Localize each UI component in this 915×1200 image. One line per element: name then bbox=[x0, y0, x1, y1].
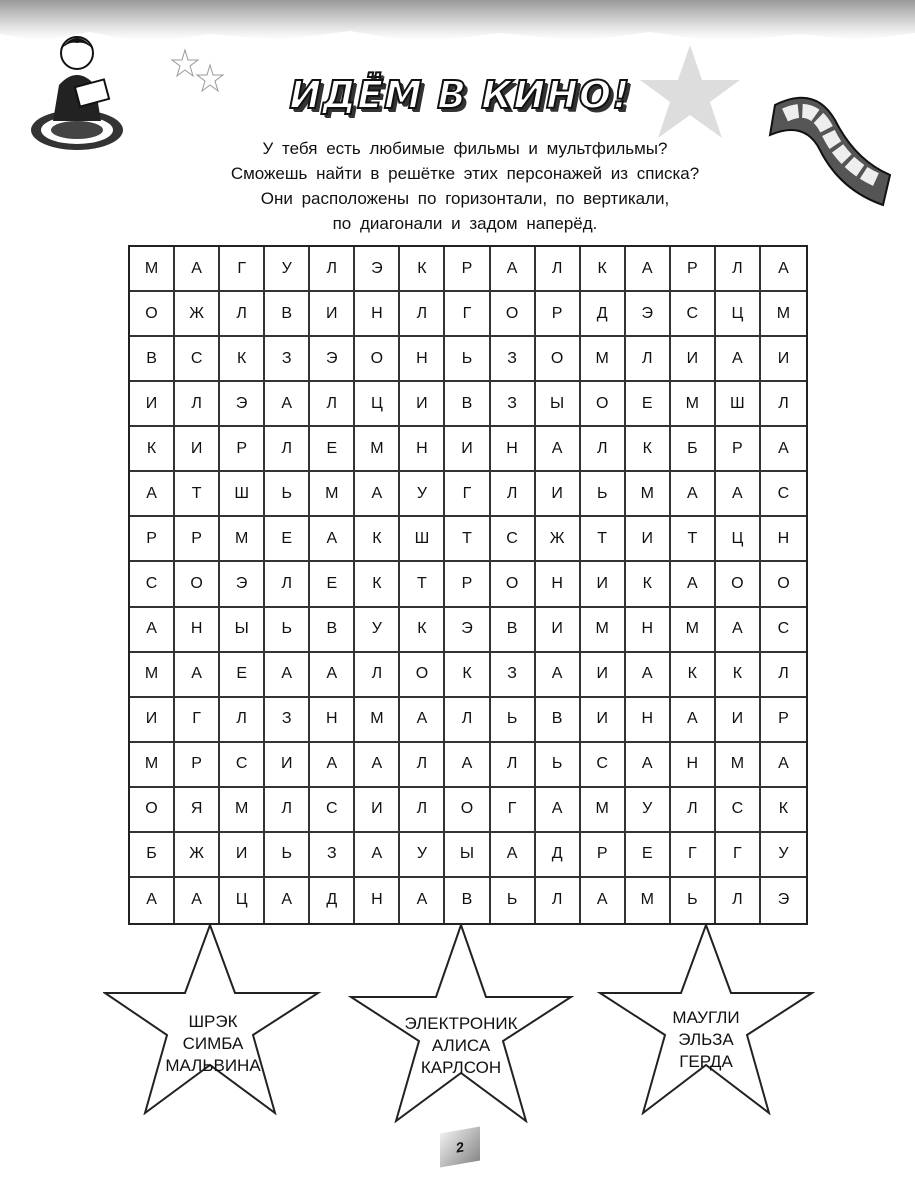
grid-cell[interactable]: Л bbox=[581, 427, 626, 472]
word-item: КАРЛСОН bbox=[420, 1058, 502, 1077]
grid-cell[interactable]: Ш bbox=[716, 382, 761, 427]
grid-cell[interactable]: С bbox=[130, 562, 175, 607]
grid-cell[interactable]: И bbox=[761, 337, 806, 382]
grid-cell[interactable]: С bbox=[175, 337, 220, 382]
grid-cell[interactable]: М bbox=[626, 472, 671, 517]
grid-cell[interactable]: Л bbox=[626, 337, 671, 382]
grid-cell[interactable]: О bbox=[581, 382, 626, 427]
grid-cell[interactable]: Л bbox=[445, 698, 490, 743]
grid-cell[interactable]: Н bbox=[355, 878, 400, 923]
grid-cell[interactable]: А bbox=[355, 833, 400, 878]
grid-cell[interactable]: Г bbox=[220, 247, 265, 292]
grid-cell[interactable]: Д bbox=[310, 878, 355, 923]
grid-cell[interactable]: А bbox=[626, 653, 671, 698]
grid-cell[interactable]: Л bbox=[265, 788, 310, 833]
grid-cell[interactable]: О bbox=[491, 562, 536, 607]
grid-cell[interactable]: Б bbox=[130, 833, 175, 878]
grid-cell[interactable]: О bbox=[716, 562, 761, 607]
grid-cell[interactable]: И bbox=[716, 698, 761, 743]
grid-cell[interactable]: Л bbox=[491, 743, 536, 788]
grid-cell[interactable]: Л bbox=[400, 292, 445, 337]
word-item: АЛИСА bbox=[431, 1036, 491, 1055]
grid-cell[interactable]: И bbox=[581, 562, 626, 607]
word-list-star-1 bbox=[103, 923, 323, 1115]
grid-cell[interactable]: М bbox=[671, 608, 716, 653]
grid-cell[interactable]: А bbox=[175, 247, 220, 292]
grid-cell[interactable]: О bbox=[400, 653, 445, 698]
grid-cell[interactable]: К bbox=[761, 788, 806, 833]
grid-cell[interactable]: А bbox=[310, 517, 355, 562]
grid-cell[interactable]: Л bbox=[220, 698, 265, 743]
grid-cell[interactable]: М bbox=[581, 608, 626, 653]
grid-cell[interactable]: А bbox=[671, 562, 716, 607]
grid-cell[interactable]: Л bbox=[175, 382, 220, 427]
grid-cell[interactable]: Ь bbox=[265, 833, 310, 878]
grid-cell[interactable]: Ь bbox=[445, 337, 490, 382]
grid-cell[interactable]: Т bbox=[581, 517, 626, 562]
grid-cell[interactable]: К bbox=[355, 562, 400, 607]
grid-cell[interactable]: О bbox=[130, 788, 175, 833]
grid-cell[interactable]: Я bbox=[175, 788, 220, 833]
grid-cell[interactable]: И bbox=[310, 292, 355, 337]
film-strip-icon bbox=[765, 80, 905, 210]
grid-cell[interactable]: К bbox=[626, 427, 671, 472]
grid-cell[interactable]: В bbox=[445, 878, 490, 923]
grid-cell[interactable]: С bbox=[310, 788, 355, 833]
grid-cell[interactable]: Ы bbox=[536, 382, 581, 427]
grid-cell[interactable]: Г bbox=[491, 788, 536, 833]
grid-cell[interactable]: И bbox=[445, 427, 490, 472]
grid-cell[interactable]: З bbox=[491, 653, 536, 698]
grid-cell[interactable]: М bbox=[220, 788, 265, 833]
grid-cell[interactable]: Ь bbox=[265, 608, 310, 653]
grid-cell[interactable]: Е bbox=[626, 833, 671, 878]
word-item: МАЛЬВИНА bbox=[165, 1056, 261, 1075]
word-item: ГЕРДА bbox=[679, 1052, 733, 1071]
instructions-line: по диагонали и задом наперёд. bbox=[332, 214, 598, 233]
grid-cell[interactable]: Ц bbox=[716, 517, 761, 562]
grid-cell[interactable]: С bbox=[491, 517, 536, 562]
grid-cell[interactable]: О bbox=[355, 337, 400, 382]
grid-cell[interactable]: Л bbox=[400, 788, 445, 833]
grid-cell[interactable]: С bbox=[716, 788, 761, 833]
grid-cell[interactable]: Ь bbox=[491, 878, 536, 923]
grid-cell[interactable]: Н bbox=[536, 562, 581, 607]
grid-cell[interactable]: В bbox=[310, 608, 355, 653]
grid-cell[interactable]: Г bbox=[445, 292, 490, 337]
grid-cell[interactable]: М bbox=[130, 653, 175, 698]
grid-cell[interactable]: Л bbox=[265, 562, 310, 607]
grid-cell[interactable]: Р bbox=[671, 247, 716, 292]
grid-cell[interactable]: Л bbox=[310, 382, 355, 427]
grid-cell[interactable]: У bbox=[400, 833, 445, 878]
grid-cell[interactable]: А bbox=[265, 382, 310, 427]
grid-cell[interactable]: А bbox=[400, 698, 445, 743]
grid-cell[interactable]: Л bbox=[716, 247, 761, 292]
grid-cell[interactable]: К bbox=[130, 427, 175, 472]
grid-cell[interactable]: Т bbox=[671, 517, 716, 562]
grid-cell[interactable]: К bbox=[716, 653, 761, 698]
grid-cell[interactable]: А bbox=[355, 743, 400, 788]
grid-cell[interactable]: В bbox=[536, 698, 581, 743]
grid-cell[interactable]: Ь bbox=[581, 472, 626, 517]
grid-cell[interactable]: О bbox=[175, 562, 220, 607]
grid-cell[interactable]: М bbox=[626, 878, 671, 923]
grid-cell[interactable]: Э bbox=[777, 891, 790, 909]
word-item: СИМБА bbox=[182, 1034, 244, 1053]
grid-cell[interactable]: Э bbox=[355, 247, 400, 292]
grid-cell[interactable]: О bbox=[536, 337, 581, 382]
grid-cell[interactable]: И bbox=[581, 698, 626, 743]
grid-cell[interactable]: К bbox=[626, 562, 671, 607]
grid-cell[interactable]: И bbox=[626, 517, 671, 562]
grid-cell[interactable]: Б bbox=[671, 427, 716, 472]
grid-cell[interactable]: К bbox=[400, 247, 445, 292]
word-list-star-2 bbox=[348, 923, 574, 1123]
grid-cell[interactable]: Р bbox=[445, 247, 490, 292]
grid-cell[interactable]: Т bbox=[445, 517, 490, 562]
grid-cell[interactable]: Н bbox=[400, 337, 445, 382]
grid-cell[interactable]: А bbox=[716, 608, 761, 653]
instructions-line: Они расположены по горизонтали, по вертикали, bbox=[260, 189, 670, 208]
grid-cell[interactable]: И bbox=[130, 382, 175, 427]
grid-cell[interactable]: Е bbox=[626, 382, 671, 427]
grid-cell[interactable]: Э bbox=[220, 382, 265, 427]
grid-cell[interactable]: Л bbox=[716, 878, 761, 923]
grid-cell[interactable]: А bbox=[491, 247, 536, 292]
grid-cell[interactable]: А bbox=[491, 833, 536, 878]
grid-cell[interactable]: Ц bbox=[716, 292, 761, 337]
grid-cell[interactable]: О bbox=[130, 292, 175, 337]
grid-cell[interactable]: А bbox=[130, 472, 175, 517]
grid-cell[interactable]: С bbox=[671, 292, 716, 337]
grid-cell[interactable]: Р bbox=[130, 517, 175, 562]
grid-cell[interactable]: Д bbox=[536, 833, 581, 878]
grid-cell[interactable]: Г bbox=[716, 833, 761, 878]
grid-cell[interactable]: Н bbox=[310, 698, 355, 743]
grid-cell[interactable]: С bbox=[581, 743, 626, 788]
instructions bbox=[170, 136, 760, 236]
grid-cell[interactable]: У bbox=[761, 833, 806, 878]
grid-cell[interactable]: А bbox=[130, 878, 175, 923]
grid-cell[interactable]: Н bbox=[761, 517, 806, 562]
grid-cell[interactable]: К bbox=[581, 247, 626, 292]
grid-cell[interactable]: А bbox=[671, 472, 716, 517]
grid-cell[interactable]: М bbox=[220, 517, 265, 562]
word-item: ЭЛЬЗА bbox=[678, 1030, 734, 1049]
grid-cell[interactable]: М bbox=[130, 743, 175, 788]
grid-cell[interactable]: О bbox=[761, 562, 806, 607]
grid-cell[interactable]: З bbox=[310, 833, 355, 878]
grid-cell[interactable]: Н bbox=[355, 292, 400, 337]
grid-cell[interactable]: И bbox=[220, 833, 265, 878]
grid-cell[interactable]: Т bbox=[400, 562, 445, 607]
grid-cell[interactable]: А bbox=[130, 608, 175, 653]
grid-cell[interactable]: Ш bbox=[220, 472, 265, 517]
grid-cell[interactable]: М bbox=[355, 427, 400, 472]
grid-cell[interactable]: О bbox=[491, 292, 536, 337]
grid-cell[interactable]: Е bbox=[310, 562, 355, 607]
grid-cell[interactable]: Р bbox=[536, 292, 581, 337]
grid-cell[interactable]: У bbox=[400, 472, 445, 517]
grid-cell[interactable]: И bbox=[581, 653, 626, 698]
grid-cell[interactable]: Ж bbox=[175, 292, 220, 337]
grid-cell[interactable]: Р bbox=[175, 743, 220, 788]
grid-cell[interactable]: К bbox=[220, 337, 265, 382]
grid-cell[interactable]: Л bbox=[400, 743, 445, 788]
grid-cell[interactable]: В bbox=[445, 382, 490, 427]
grid-cell[interactable]: И bbox=[671, 337, 716, 382]
grid-cell[interactable]: А bbox=[761, 247, 806, 292]
grid-cell[interactable]: Л bbox=[265, 427, 310, 472]
grid-cell[interactable]: М bbox=[355, 698, 400, 743]
grid-cell[interactable]: А bbox=[536, 788, 581, 833]
grid-cell[interactable]: А bbox=[310, 653, 355, 698]
grid-cell[interactable]: К bbox=[400, 608, 445, 653]
grid-cell[interactable]: А bbox=[536, 653, 581, 698]
grid-cell[interactable]: Н bbox=[626, 608, 671, 653]
page-number: 2 bbox=[440, 1126, 480, 1167]
grid-cell[interactable]: Ц bbox=[220, 878, 265, 923]
grid-cell[interactable]: Ж bbox=[175, 833, 220, 878]
grid-cell[interactable]: З bbox=[265, 698, 310, 743]
grid-cell[interactable]: Ь bbox=[265, 472, 310, 517]
grid-cell[interactable]: З bbox=[491, 382, 536, 427]
grid-cell[interactable]: З bbox=[491, 337, 536, 382]
grid-cell[interactable]: Р bbox=[581, 833, 626, 878]
grid-cell[interactable]: Ы bbox=[445, 833, 490, 878]
small-star-decoration bbox=[170, 45, 230, 95]
grid-cell[interactable]: И bbox=[536, 608, 581, 653]
grid-cell[interactable]: Н bbox=[491, 427, 536, 472]
reading-child-illustration bbox=[25, 25, 135, 155]
grid-cell[interactable]: А bbox=[175, 878, 220, 923]
grid-cell[interactable]: А bbox=[400, 878, 445, 923]
grid-cell[interactable]: М bbox=[130, 247, 175, 292]
grid-cell[interactable]: А bbox=[761, 743, 806, 788]
grid-cell[interactable]: Р bbox=[175, 517, 220, 562]
grid-cell[interactable]: Г bbox=[671, 833, 716, 878]
grid-cell[interactable]: М bbox=[310, 472, 355, 517]
grid-cell[interactable]: С bbox=[220, 743, 265, 788]
grid-cell[interactable]: Е bbox=[220, 653, 265, 698]
word-item: ШРЭК bbox=[188, 1012, 238, 1031]
grid-cell[interactable]: Л bbox=[761, 382, 806, 427]
grid-cell[interactable]: Ц bbox=[355, 382, 400, 427]
grid-cell[interactable]: А bbox=[310, 743, 355, 788]
grid-cell[interactable]: И bbox=[265, 743, 310, 788]
grid-cell[interactable]: Г bbox=[445, 472, 490, 517]
grid-cell[interactable]: У bbox=[265, 247, 310, 292]
grid-cell[interactable]: Э bbox=[220, 562, 265, 607]
grid-cell[interactable]: Ь bbox=[491, 698, 536, 743]
grid-cell[interactable]: М bbox=[761, 292, 806, 337]
grid-cell[interactable]: А bbox=[761, 427, 806, 472]
grid-cell[interactable]: Л bbox=[536, 247, 581, 292]
grid-cell[interactable]: Л bbox=[671, 788, 716, 833]
grid-cell[interactable]: Л bbox=[310, 247, 355, 292]
grid-cell[interactable]: Е bbox=[265, 517, 310, 562]
grid-cell[interactable]: Р bbox=[445, 562, 490, 607]
grid-cell[interactable]: И bbox=[175, 427, 220, 472]
grid-cell[interactable]: Н bbox=[671, 743, 716, 788]
grid-cell[interactable]: Ы bbox=[220, 608, 265, 653]
grid-cell[interactable]: М bbox=[716, 743, 761, 788]
grid-cell[interactable]: Л bbox=[355, 653, 400, 698]
grid-cell[interactable]: А bbox=[536, 427, 581, 472]
grid-cell[interactable]: И bbox=[355, 788, 400, 833]
grid-cell[interactable]: Д bbox=[581, 292, 626, 337]
grid-cell[interactable]: Р bbox=[761, 698, 806, 743]
grid-cell[interactable]: М bbox=[671, 382, 716, 427]
grid-cell[interactable]: Л bbox=[761, 653, 806, 698]
grid-cell[interactable]: И bbox=[400, 382, 445, 427]
grid-cell[interactable]: Л bbox=[536, 878, 581, 923]
grid-cell[interactable]: А bbox=[671, 698, 716, 743]
grid-cell[interactable]: Н bbox=[175, 608, 220, 653]
grid-cell[interactable]: А bbox=[716, 337, 761, 382]
grid-cell[interactable]: В bbox=[265, 292, 310, 337]
grid-cell[interactable]: А bbox=[355, 472, 400, 517]
grid-cell[interactable]: А bbox=[265, 878, 310, 923]
grid-cell[interactable]: Ь bbox=[536, 743, 581, 788]
grid-cell[interactable]: С bbox=[761, 608, 806, 653]
grid-cell[interactable]: И bbox=[536, 472, 581, 517]
grid-cell[interactable]: А bbox=[716, 472, 761, 517]
grid-cell[interactable]: И bbox=[130, 698, 175, 743]
grid-cell[interactable]: К bbox=[445, 653, 490, 698]
grid-cell[interactable]: Р bbox=[220, 427, 265, 472]
grid-cell[interactable]: А bbox=[175, 653, 220, 698]
grid-cell[interactable]: А bbox=[626, 247, 671, 292]
grid-cell[interactable]: К bbox=[671, 653, 716, 698]
grid-cell[interactable]: Г bbox=[175, 698, 220, 743]
grid-cell[interactable]: Э bbox=[626, 292, 671, 337]
page-title: ИДЁМ В КИНО! bbox=[289, 73, 631, 117]
grid-cell[interactable]: Н bbox=[626, 698, 671, 743]
grid-cell[interactable]: Э bbox=[310, 337, 355, 382]
word-item: ЭЛЕКТРОНИК bbox=[404, 1014, 518, 1033]
grid-cell[interactable]: А bbox=[445, 743, 490, 788]
grid-cell[interactable]: З bbox=[265, 337, 310, 382]
grid-cell[interactable]: М bbox=[581, 337, 626, 382]
grid-cell[interactable]: К bbox=[355, 517, 400, 562]
grid-cell[interactable]: У bbox=[355, 608, 400, 653]
grid-cell[interactable]: Л bbox=[220, 292, 265, 337]
grid-cell[interactable]: Ш bbox=[400, 517, 445, 562]
grid-cell[interactable]: Ж bbox=[536, 517, 581, 562]
grid-cell[interactable]: В bbox=[491, 608, 536, 653]
grid-cell[interactable]: Т bbox=[175, 472, 220, 517]
instructions-line: У тебя есть любимые фильмы и мультфильмы? bbox=[262, 139, 668, 158]
word-search-grid bbox=[128, 245, 808, 925]
grid-cell[interactable]: О bbox=[445, 788, 490, 833]
grid-cell[interactable]: Л bbox=[491, 472, 536, 517]
grid-cell[interactable]: Н bbox=[400, 427, 445, 472]
grid-cell[interactable]: А bbox=[626, 743, 671, 788]
grid-cell[interactable]: А bbox=[265, 653, 310, 698]
grid-cell[interactable]: Е bbox=[310, 427, 355, 472]
grid-cell[interactable]: М bbox=[581, 788, 626, 833]
grid-cell[interactable]: Р bbox=[716, 427, 761, 472]
grid-cell[interactable]: С bbox=[761, 472, 806, 517]
grid-cell[interactable]: Э bbox=[445, 608, 490, 653]
word-item: МАУГЛИ bbox=[672, 1008, 740, 1027]
grid-cell[interactable]: Ь bbox=[671, 878, 716, 923]
grid-cell[interactable]: А bbox=[581, 878, 626, 923]
instructions-line: Сможешь найти в решётке этих персонажей из списка? bbox=[230, 164, 700, 183]
grid-cell[interactable]: В bbox=[130, 337, 175, 382]
word-list-star-3 bbox=[597, 923, 815, 1115]
grid-cell[interactable]: У bbox=[626, 788, 671, 833]
